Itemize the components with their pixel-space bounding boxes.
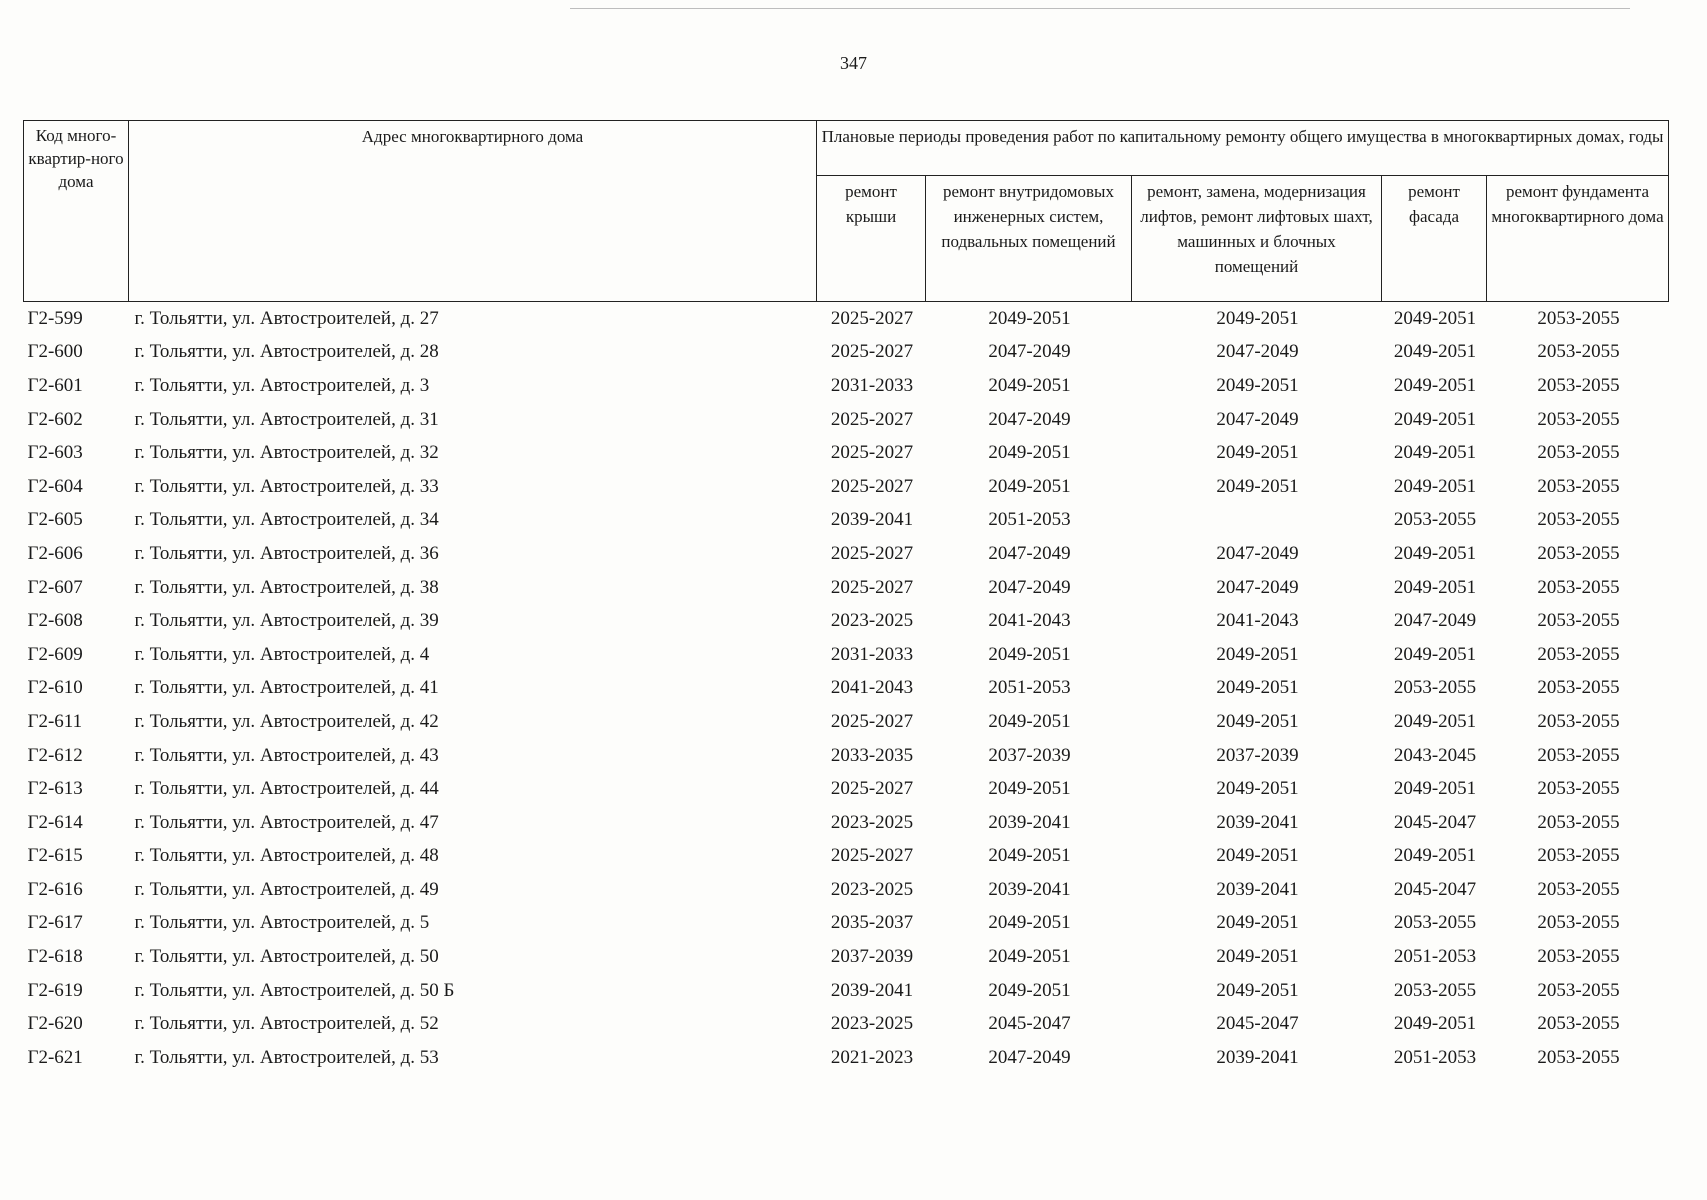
table-row — [24, 672, 1669, 706]
cell-engineering: 2049-2051 — [988, 442, 1071, 464]
cell-facade: 2053-2055 — [1393, 509, 1477, 531]
cell-engineering: 2045-2047 — [988, 1013, 1071, 1035]
cell-foundation: 2053-2055 — [1537, 845, 1620, 867]
cell-elevators: 2049-2051 — [1216, 677, 1299, 699]
cell-foundation: 2053-2055 — [1537, 643, 1620, 665]
cell-engineering: 2047-2049 — [988, 408, 1071, 430]
cell-foundation: 2053-2055 — [1537, 576, 1620, 598]
cell-engineering: 2039-2041 — [988, 811, 1071, 833]
cell-code: Г2-613 — [27, 778, 83, 800]
cell-roof: 2025-2027 — [830, 341, 914, 363]
table-row — [24, 1007, 1669, 1041]
cell-roof: 2025-2027 — [830, 710, 914, 732]
cell-roof: 2025-2027 — [830, 576, 914, 598]
cell-foundation: 2053-2055 — [1537, 979, 1620, 1001]
cell-address: г. Тольятти, ул. Автостроителей, д. 47 — [134, 811, 439, 833]
cell-code: Г2-599 — [27, 307, 83, 329]
table-row — [24, 840, 1669, 874]
cell-address: г. Тольятти, ул. Автостроителей, д. 41 — [134, 677, 439, 699]
cell-code: Г2-617 — [27, 912, 83, 934]
cell-elevators: 2039-2041 — [1216, 878, 1299, 900]
cell-facade: 2049-2051 — [1393, 408, 1477, 430]
cell-facade: 2047-2049 — [1393, 610, 1477, 632]
cell-elevators: 2041-2043 — [1216, 610, 1299, 632]
cell-engineering: 2037-2039 — [988, 744, 1071, 766]
cell-engineering: 2049-2051 — [988, 912, 1071, 934]
cell-code: Г2-603 — [27, 442, 83, 464]
table-body — [24, 302, 1669, 1075]
table-row — [24, 772, 1669, 806]
cell-roof: 2037-2039 — [830, 946, 914, 968]
cell-foundation: 2053-2055 — [1537, 542, 1620, 564]
cell-facade: 2049-2051 — [1393, 307, 1477, 329]
cell-foundation: 2053-2055 — [1537, 1046, 1620, 1068]
cell-roof: 2025-2027 — [830, 442, 914, 464]
cell-engineering: 2049-2051 — [988, 475, 1071, 497]
cell-engineering: 2047-2049 — [988, 576, 1071, 598]
table-row — [24, 470, 1669, 504]
cell-code: Г2-601 — [27, 374, 83, 396]
cell-roof: 2025-2027 — [830, 307, 914, 329]
table-row — [24, 571, 1669, 605]
cell-engineering: 2047-2049 — [988, 1046, 1071, 1068]
cell-facade: 2049-2051 — [1393, 845, 1477, 867]
cell-code: Г2-606 — [27, 542, 83, 564]
header-roof: ремонт крыши — [817, 176, 926, 302]
cell-engineering: 2039-2041 — [988, 878, 1071, 900]
cell-facade: 2053-2055 — [1393, 979, 1477, 1001]
cell-roof: 2031-2033 — [830, 643, 914, 665]
cell-engineering: 2051-2053 — [988, 509, 1071, 531]
cell-engineering: 2049-2051 — [988, 946, 1071, 968]
cell-address: г. Тольятти, ул. Автостроителей, д. 33 — [134, 475, 439, 497]
cell-elevators: 2049-2051 — [1216, 442, 1299, 464]
cell-engineering: 2047-2049 — [988, 542, 1071, 564]
table-row — [24, 369, 1669, 403]
cell-elevators: 2049-2051 — [1216, 912, 1299, 934]
page-number: 347 — [840, 53, 867, 73]
cell-facade: 2045-2047 — [1393, 811, 1477, 833]
cell-elevators: 2047-2049 — [1216, 341, 1299, 363]
cell-engineering: 2049-2051 — [988, 778, 1071, 800]
table-row — [24, 604, 1669, 638]
cell-foundation: 2053-2055 — [1537, 475, 1620, 497]
table-row — [24, 436, 1669, 470]
cell-elevators: 2037-2039 — [1216, 744, 1299, 766]
cell-address: г. Тольятти, ул. Автостроителей, д. 42 — [134, 710, 439, 732]
cell-foundation: 2053-2055 — [1537, 610, 1620, 632]
cell-elevators: 2049-2051 — [1216, 307, 1299, 329]
cell-elevators — [1132, 504, 1382, 538]
cell-address: г. Тольятти, ул. Автостроителей, д. 4 — [134, 643, 430, 665]
cell-code: Г2-605 — [27, 509, 83, 531]
cell-facade: 2051-2053 — [1393, 946, 1477, 968]
cell-code: Г2-611 — [27, 710, 83, 732]
cell-address: г. Тольятти, ул. Автостроителей, д. 27 — [134, 307, 439, 329]
cell-address: г. Тольятти, ул. Автостроителей, д. 50 — [134, 946, 439, 968]
cell-code: Г2-609 — [27, 643, 83, 665]
cell-roof: 2025-2027 — [830, 408, 914, 430]
cell-facade: 2049-2051 — [1393, 475, 1477, 497]
cell-code: Г2-607 — [27, 576, 83, 598]
cell-foundation: 2053-2055 — [1537, 374, 1620, 396]
cell-code: Г2-621 — [27, 1046, 83, 1068]
cell-roof: 2025-2027 — [830, 475, 914, 497]
cell-elevators: 2049-2051 — [1216, 475, 1299, 497]
cell-foundation: 2053-2055 — [1537, 778, 1620, 800]
table-row — [24, 974, 1669, 1008]
cell-address: г. Тольятти, ул. Автостроителей, д. 53 — [134, 1046, 439, 1068]
cell-roof: 2031-2033 — [830, 374, 914, 396]
cell-code: Г2-612 — [27, 744, 83, 766]
cell-foundation: 2053-2055 — [1537, 710, 1620, 732]
cell-foundation: 2053-2055 — [1537, 509, 1620, 531]
table-row — [24, 537, 1669, 571]
table-row — [24, 907, 1669, 941]
cell-engineering: 2049-2051 — [988, 643, 1071, 665]
cell-facade: 2045-2047 — [1393, 878, 1477, 900]
cell-foundation: 2053-2055 — [1537, 744, 1620, 766]
table-row — [24, 940, 1669, 974]
cell-roof: 2023-2025 — [830, 610, 914, 632]
cell-engineering: 2051-2053 — [988, 677, 1071, 699]
cell-address: г. Тольятти, ул. Автостроителей, д. 5 — [134, 912, 430, 934]
cell-roof: 2041-2043 — [830, 677, 914, 699]
cell-facade: 2049-2051 — [1393, 778, 1477, 800]
cell-foundation: 2053-2055 — [1537, 442, 1620, 464]
header-address: Адрес многоквартирного дома — [129, 121, 817, 302]
cell-foundation: 2053-2055 — [1537, 408, 1620, 430]
cell-code: Г2-620 — [27, 1013, 83, 1035]
capital-repair-table — [23, 120, 1669, 1075]
cell-address: г. Тольятти, ул. Автостроителей, д. 49 — [134, 878, 439, 900]
cell-engineering: 2047-2049 — [988, 341, 1071, 363]
cell-facade: 2049-2051 — [1393, 710, 1477, 732]
cell-code: Г2-618 — [27, 946, 83, 968]
cell-foundation: 2053-2055 — [1537, 912, 1620, 934]
cell-foundation: 2053-2055 — [1537, 878, 1620, 900]
cell-roof: 2023-2025 — [830, 1013, 914, 1035]
cell-address: г. Тольятти, ул. Автостроителей, д. 38 — [134, 576, 439, 598]
header-planned-periods: Плановые периоды проведения работ по капитальному ремонту общего имущества в многоквартирных домах, годы — [817, 121, 1669, 176]
cell-roof: 2035-2037 — [830, 912, 914, 934]
cell-address: г. Тольятти, ул. Автостроителей, д. 39 — [134, 610, 439, 632]
cell-code: Г2-600 — [27, 341, 83, 363]
cell-engineering: 2049-2051 — [988, 374, 1071, 396]
cell-roof: 2025-2027 — [830, 845, 914, 867]
cell-code: Г2-614 — [27, 811, 83, 833]
cell-code: Г2-608 — [27, 610, 83, 632]
cell-address: г. Тольятти, ул. Автостроителей, д. 43 — [134, 744, 439, 766]
cell-foundation: 2053-2055 — [1537, 341, 1620, 363]
table-row — [24, 705, 1669, 739]
cell-code: Г2-619 — [27, 979, 83, 1001]
cell-engineering: 2041-2043 — [988, 610, 1071, 632]
cell-facade: 2049-2051 — [1393, 576, 1477, 598]
cell-address: г. Тольятти, ул. Автостроителей, д. 3 — [134, 374, 430, 396]
cell-facade: 2043-2045 — [1393, 744, 1477, 766]
cell-elevators: 2047-2049 — [1216, 542, 1299, 564]
cell-roof: 2039-2041 — [830, 509, 914, 531]
table-row — [24, 806, 1669, 840]
cell-foundation: 2053-2055 — [1537, 946, 1620, 968]
cell-facade: 2053-2055 — [1393, 677, 1477, 699]
cell-facade: 2049-2051 — [1393, 1013, 1477, 1035]
cell-roof: 2025-2027 — [830, 542, 914, 564]
cell-code: Г2-610 — [27, 677, 83, 699]
cell-foundation: 2053-2055 — [1537, 307, 1620, 329]
cell-foundation: 2053-2055 — [1537, 811, 1620, 833]
cell-address: г. Тольятти, ул. Автостроителей, д. 50 Б — [134, 979, 455, 1001]
table-row — [24, 638, 1669, 672]
cell-elevators: 2049-2051 — [1216, 946, 1299, 968]
cell-facade: 2049-2051 — [1393, 442, 1477, 464]
header-engineering: ремонт внутридомовых инженерных систем, подвальных помещений — [926, 176, 1132, 302]
cell-code: Г2-602 — [27, 408, 83, 430]
cell-address: г. Тольятти, ул. Автостроителей, д. 34 — [134, 509, 439, 531]
cell-code: Г2-616 — [27, 878, 83, 900]
cell-roof: 2021-2023 — [830, 1046, 914, 1068]
cell-engineering: 2049-2051 — [988, 979, 1071, 1001]
cell-code: Г2-604 — [27, 475, 83, 497]
cell-code: Г2-615 — [27, 845, 83, 867]
cell-roof: 2023-2025 — [830, 878, 914, 900]
header-elevators: ремонт, замена, модернизация лифтов, ремонт лифтовых шахт, машинных и блочных помещений — [1132, 176, 1382, 302]
table-row — [24, 336, 1669, 370]
cell-foundation: 2053-2055 — [1537, 677, 1620, 699]
cell-foundation: 2053-2055 — [1537, 1013, 1620, 1035]
cell-elevators: 2049-2051 — [1216, 778, 1299, 800]
cell-address: г. Тольятти, ул. Автостроителей, д. 44 — [134, 778, 439, 800]
cell-elevators: 2047-2049 — [1216, 576, 1299, 598]
cell-elevators: 2039-2041 — [1216, 1046, 1299, 1068]
cell-engineering: 2049-2051 — [988, 710, 1071, 732]
cell-engineering: 2049-2051 — [988, 307, 1071, 329]
cell-elevators: 2049-2051 — [1216, 979, 1299, 1001]
cell-address: г. Тольятти, ул. Автостроителей, д. 31 — [134, 408, 439, 430]
cell-facade: 2051-2053 — [1393, 1046, 1477, 1068]
cell-elevators: 2049-2051 — [1216, 374, 1299, 396]
header-code: Код много-квартир-ного дома — [24, 121, 129, 302]
cell-elevators: 2039-2041 — [1216, 811, 1299, 833]
cell-engineering: 2049-2051 — [988, 845, 1071, 867]
table-row — [24, 403, 1669, 437]
cell-facade: 2053-2055 — [1393, 912, 1477, 934]
table-row — [24, 504, 1669, 538]
cell-roof: 2025-2027 — [830, 778, 914, 800]
table-row — [24, 302, 1669, 336]
cell-facade: 2049-2051 — [1393, 643, 1477, 665]
cell-address: г. Тольятти, ул. Автостроителей, д. 36 — [134, 542, 439, 564]
cell-facade: 2049-2051 — [1393, 374, 1477, 396]
cell-elevators: 2049-2051 — [1216, 710, 1299, 732]
cell-facade: 2049-2051 — [1393, 341, 1477, 363]
cell-facade: 2049-2051 — [1393, 542, 1477, 564]
cell-roof: 2023-2025 — [830, 811, 914, 833]
cell-address: г. Тольятти, ул. Автостроителей, д. 52 — [134, 1013, 439, 1035]
header-facade: ремонт фасада — [1382, 176, 1487, 302]
cell-roof: 2039-2041 — [830, 979, 914, 1001]
cell-elevators: 2049-2051 — [1216, 643, 1299, 665]
cell-address: г. Тольятти, ул. Автостроителей, д. 48 — [134, 845, 439, 867]
table-row — [24, 739, 1669, 773]
cell-elevators: 2045-2047 — [1216, 1013, 1299, 1035]
cell-address: г. Тольятти, ул. Автостроителей, д. 32 — [134, 442, 439, 464]
scan-top-edge — [570, 8, 1630, 9]
cell-roof: 2033-2035 — [830, 744, 914, 766]
cell-elevators: 2047-2049 — [1216, 408, 1299, 430]
header-foundation: ремонт фундамента многоквартирного дома — [1487, 176, 1669, 302]
cell-elevators: 2049-2051 — [1216, 845, 1299, 867]
cell-address: г. Тольятти, ул. Автостроителей, д. 28 — [134, 341, 439, 363]
table-row — [24, 873, 1669, 907]
table-row — [24, 1041, 1669, 1075]
